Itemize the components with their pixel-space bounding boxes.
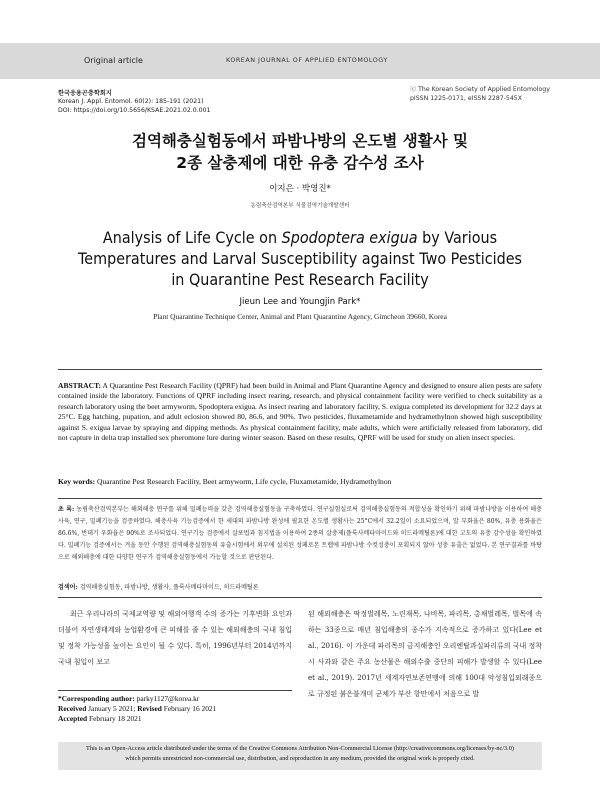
korean-title [40,130,560,174]
corresponding-author [58,694,292,704]
copyright: ⓒ The Korean Society of Applied Entomology [410,86,550,93]
correspondence-divider [58,690,292,691]
copyright-block [410,85,560,103]
korean-journal-name: 한국응용곤충학회지 [58,90,112,97]
keywords-label: Key words: [58,477,96,486]
citation: Korean J. Appl. Entomol. 60(2): 185-191 (2021) [58,98,204,106]
received-label: Received [58,704,87,714]
journal-banner: KOREAN JOURNAL OF APPLIED ENTOMOLOGY [226,56,388,64]
korean-keywords-label: 검색어: [58,584,78,591]
abstract [58,381,542,443]
english-authors: Jieun Lee and Youngjin Park* [239,297,361,307]
abstract-text: A Quarantine Pest Research Facility (QPRF) had been build in Animal and Plant Quarantine Agency and designed to ensure alien pests are safety contained inside the laboratory. Functions of QPRF including insect rearing, research, and physical containment facility were verified to check suitability as a research laboratory using the beet armyworm, Spodoptera exigua. As insect rearing and laboratory facility, S. exigua completed its development for 32.2 days at 25°C. Egg hatching, pupation, and adult eclosion showed 80, 86.6, and 90%. Two pesticides, fluxametamide and hydramethylnon showed high susceptibility against S. exigua larvae by spraying and dipping methods. As physical containment facility, male adults, which were artificially released from laboratory, did not capture in delta trap installed sex pheromone lure during winter season. Based on these results, QPRF will be used for study on alien insect species. [58,381,542,443]
korean-affiliation: 농림축산검역본부 식물검역기술개발센터 [250,203,350,209]
divider-bottom [58,597,542,598]
accepted [58,714,292,724]
korean-title-line1: 검역해충실험동에서 파밤나방의 온도별 생활사 및 [131,132,469,150]
corresponding-author-email[interactable]: parky1127@korea.kr [134,694,200,703]
keywords [58,477,542,487]
revised-date: February 16 2021 [161,704,217,714]
korean-keywords-text: 검역해충실험동, 파밤나방, 생활사, 플룩사메타마이드, 히드라메틸론 [77,584,259,591]
corresponding-author-label: *Corresponding author: [58,694,135,703]
english-affiliation: Plant Quarantine Technique Center, Animal and Plant Quarantine Agency, Gimcheon 39660, Korea [153,312,447,321]
korean-keywords [58,583,542,593]
korean-title-line2: 2종 살충제에 대한 유충 감수성 조사 [176,154,424,172]
korean-authors: 이지은 · 박영진* [269,184,331,194]
body-right-column: 된 해외해충은 딱정벌레목, 노린재목, 나비목, 파리목, 총채벌레목, 벌목에 속하는 33종으로 매년 침입해충의 종수가 지속적으로 증가하고 있다(Lee et al., 2016). 이 가운데 파리목의 금지해충인 오리엔탈과실파리류의 국내 정착 시 사과와 같은 주요 농산물은 해외수출 중단의 피해가 발생할 수 있다(Lee et al., 2019). 2017년 세계자연보존연맹에 의해 100대 악성침입외래종으로 규정된 붉은불개미 군체가 부산 항만에서 처음으로 발 [308,610,543,698]
korean-abstract-text: 농림축산검역본부는 해외해충 연구를 위해 밀폐능력을 갖춘 검역해충실험동을 구축하였다. 연구실험실로써 검역해충실험동의 적합성을 확인하기 위해 파밤나방을 이용하여 해충사육, 연구, 밀폐기능을 검증하였다. 해충사육 기능검증에서 한 세대의 파밤나방 완성에 필요한 온도별 생활사는 25°C에서 32.2일이 소요되었으며, 알 부화율은 80%, 유충 용화율은 86.6%, 번데기 우화율은 90%로 조사되었다. 연구기능 검증에서 살포법과 침지법을 이용하여 2종의 살충제(플룩사메타마이드와 히드라메틸론)에 대한 고도의 유충 감수성을 확인하였다. 밀폐기능 검증에서는 겨울 동안 수행된 검역해충실험동의 유출시험에서 외부에 설치된 성페로몬 트랩에 파밤나방 수컷성충이 포획되지 않아 성충 유출은 없었다. 본 연구결과를 바탕으로 해외해충에 대한 다양한 연구가 검역해충실험동에서 가능할 것으로 판단된다. [58,506,542,562]
divider-mid [58,498,542,499]
english-title-post: by Various Temperatures and Larval Susceptibility against Two Pesticides in Quarantine Pest Research Facility [77,229,523,289]
license-footer [58,742,542,770]
citation-block [58,90,210,115]
korean-abstract-label: 초 록: [58,506,75,513]
abstract-label: ABSTRACT: [58,381,102,390]
correspondence [58,694,292,725]
received-revised [58,704,292,714]
license-line2: which permits unrestricted non-commercial use, distribution, and reproduction in any medium, provided the original work is properly cited. [125,755,475,762]
divider-top [58,369,542,370]
korean-abstract [58,504,542,564]
doi-link[interactable]: DOI: https://doi.org/10.5656/KSAE.2021.02.0.001 [58,106,211,114]
article-type: Original article [84,56,143,65]
received-date: January 5 2021; [86,704,136,714]
english-title-species: Spodoptera exigua [281,229,418,247]
accepted-date: February 18 2021 [87,714,142,724]
accepted-label: Accepted [58,714,88,724]
keywords-text: Quarantine Pest Research Facility, Beet armyworm, Life cycle, Fluxametamide, Hydramethylnon [95,477,392,486]
english-title-pre: Analysis of Life Cycle on [102,229,282,247]
body-left-column: 최근 우리나라의 국제교역량 및 해외여행객 수의 증가는 기후변화 요인과 더불어 자연생태계와 농업환경에 큰 피해를 줄 수 있는 해외해충의 국내 침입 및 정착 가능성을 높이는 요인이 될 수 있다. 특히, 1996년부터 2014년까지 국내 침입이 보고 [58,610,292,666]
revised-label: Revised [137,704,162,714]
english-title [70,228,530,291]
license-line1: This is an Open-Access article distributed under the terms of the Creative Commons Attribution Non-Commercial License (http://creativecommons.org/licenses/by-nc/3.0) [86,745,514,752]
issn: pISSN 1225-0171, eISSN 2287-545X [410,95,522,102]
